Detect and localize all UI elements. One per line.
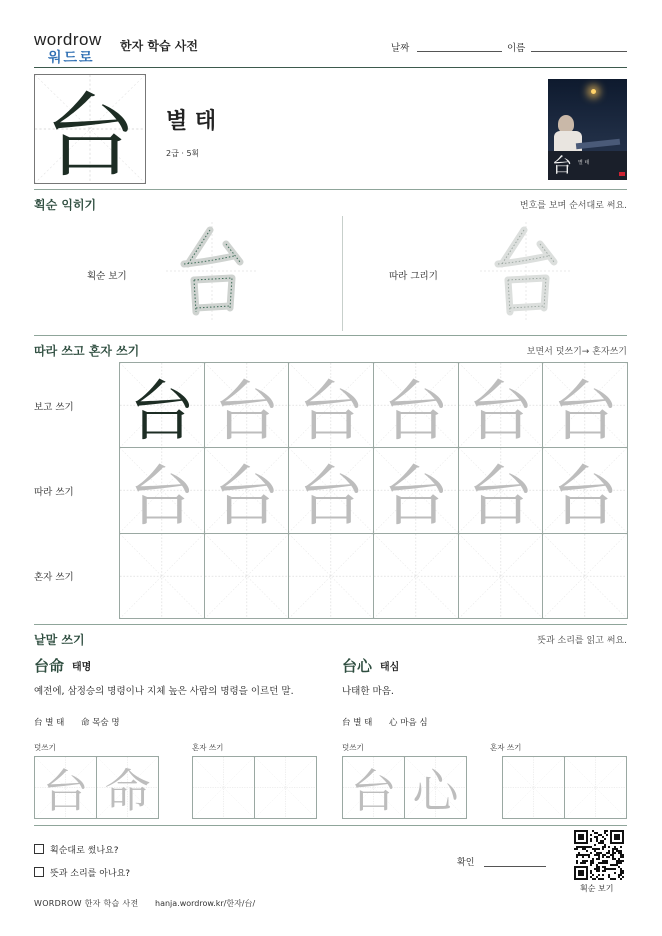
trace-character-cell[interactable] xyxy=(288,447,374,533)
name-field[interactable] xyxy=(531,51,627,52)
guide-lines xyxy=(503,757,564,818)
guide-lines xyxy=(565,757,626,818)
blank-writing-cell[interactable] xyxy=(119,533,205,619)
practice-section-note: 보면서 덧쓰기→ 혼자쓰기 xyxy=(526,347,627,357)
row-label-view: 보고 쓰기 xyxy=(34,402,74,413)
word-reading: 태명 xyxy=(72,662,92,673)
section-divider-1 xyxy=(34,189,627,190)
practice-grid xyxy=(119,362,627,618)
words-section-title: 낱말 쓰기 xyxy=(34,633,85,647)
footer-brand: WORDROW 한자 학습 사전 xyxy=(34,899,139,908)
illustration-caption: 별 태 xyxy=(578,160,590,166)
checklist-item-1[interactable]: 획순대로 썼나요? xyxy=(34,843,119,856)
guide-lines xyxy=(255,757,316,818)
guide-lines xyxy=(543,534,627,618)
confirm-label: 확인 xyxy=(457,858,475,868)
practice-glyph: 台 xyxy=(128,372,195,449)
practice-glyph: 台 xyxy=(552,372,619,449)
logo xyxy=(34,30,114,66)
star-icon xyxy=(591,89,596,94)
practice-glyph: 台 xyxy=(552,458,619,534)
practice-glyph: 台 xyxy=(298,372,365,449)
word-trace-glyph: 命 xyxy=(104,763,151,818)
name-label: 이름 xyxy=(507,43,526,54)
word-blank-cell[interactable] xyxy=(192,756,255,819)
blank-writing-cell[interactable] xyxy=(288,533,374,619)
practice-glyph: 台 xyxy=(213,458,280,534)
row-label-trace: 따라 쓰기 xyxy=(34,487,74,498)
guide-lines xyxy=(120,534,204,618)
trace-character-cell[interactable] xyxy=(204,362,290,448)
character-meta: 2급 · 5획 xyxy=(166,149,200,158)
illustration-card xyxy=(548,79,627,180)
word-trace-glyph: 心 xyxy=(412,763,459,818)
model-character-cell xyxy=(119,362,205,448)
practice-glyph: 台 xyxy=(467,372,534,449)
main-character: 台 xyxy=(43,83,136,184)
main-character-box xyxy=(34,74,146,184)
date-label: 날짜 xyxy=(391,43,410,54)
word-trace-label: 덧쓰기 xyxy=(34,743,56,752)
word-solo-label: 혼자 쓰기 xyxy=(192,743,224,752)
word-char-gloss-2: 命 목숨 명 xyxy=(81,718,120,728)
trace-character-cell[interactable] xyxy=(458,447,544,533)
trace-character-cell[interactable] xyxy=(542,362,628,448)
blank-writing-cell[interactable] xyxy=(204,533,290,619)
word-trace-cell[interactable] xyxy=(34,756,97,819)
checkbox-icon[interactable] xyxy=(34,867,44,877)
qr-code-icon[interactable] xyxy=(574,830,624,880)
trace-character-cell[interactable] xyxy=(458,362,544,448)
word-char-gloss-1: 台 별 태 xyxy=(34,718,65,728)
trace-character-cell[interactable] xyxy=(373,362,459,448)
guide-lines xyxy=(374,534,458,618)
word-definition: 나태한 마음. xyxy=(342,686,394,697)
word-trace-cell[interactable] xyxy=(96,756,159,819)
word-char-gloss-2: 心 마음 심 xyxy=(389,718,428,728)
qr-caption: 획순 보기 xyxy=(580,884,614,893)
row-label-solo: 혼자 쓰기 xyxy=(34,572,74,583)
practice-glyph: 台 xyxy=(213,372,280,449)
guide-lines xyxy=(289,534,373,618)
trace-character-cell[interactable] xyxy=(204,447,290,533)
word-blank-cell[interactable] xyxy=(564,756,627,819)
practice-glyph: 台 xyxy=(298,458,365,534)
trace-character-cell[interactable] xyxy=(288,362,374,448)
stroke-trace-diagram[interactable] xyxy=(480,222,572,320)
stroke-view-label: 획순 보기 xyxy=(87,271,127,282)
word-solo-label: 혼자 쓰기 xyxy=(490,743,522,752)
section-divider-4 xyxy=(34,825,627,826)
guide-lines xyxy=(459,534,543,618)
footer-url[interactable]: hanja.wordrow.kr/한자/台/ xyxy=(155,899,256,908)
practice-glyph: 台 xyxy=(382,372,449,449)
blank-writing-cell[interactable] xyxy=(542,533,628,619)
word-trace-label: 덧쓰기 xyxy=(342,743,364,752)
illustration-badge xyxy=(619,172,625,176)
word-hanja: 台心 xyxy=(342,657,373,675)
blank-writing-cell[interactable] xyxy=(373,533,459,619)
practice-glyph: 台 xyxy=(467,458,534,534)
word-trace-glyph: 台 xyxy=(42,763,89,818)
header-title: 한자 학습 사전 xyxy=(120,39,198,53)
logo-wordmark: wordrow xyxy=(34,30,102,49)
confirm-field[interactable] xyxy=(484,866,546,867)
trace-character-cell[interactable] xyxy=(542,447,628,533)
header-divider xyxy=(34,67,627,68)
word-blank-cell[interactable] xyxy=(502,756,565,819)
guide-lines xyxy=(205,534,289,618)
word-reading: 태심 xyxy=(380,662,400,673)
character-reading: 별 태 xyxy=(166,109,217,134)
illustration-glyph: 台 xyxy=(552,153,572,177)
stroke-divider xyxy=(342,216,343,331)
checklist-item-2[interactable]: 뜻과 소리를 아나요? xyxy=(34,866,130,879)
practice-glyph: 台 xyxy=(128,458,195,534)
word-definition: 예전에, 삼정승의 명령이나 지체 높은 사람의 명령을 이르던 말. xyxy=(34,686,294,697)
stroke-trace-label: 따라 그리기 xyxy=(389,271,438,282)
trace-character-cell[interactable] xyxy=(119,447,205,533)
guide-lines xyxy=(193,757,254,818)
stroke-section-title: 획순 익히기 xyxy=(34,198,97,212)
logo-korean: 워드로 xyxy=(48,50,95,66)
stroke-section-note: 번호를 보며 순서대로 써요. xyxy=(519,201,627,211)
section-divider-3 xyxy=(34,624,627,625)
date-field[interactable] xyxy=(417,51,502,52)
words-section-note: 뜻과 소리를 읽고 써요. xyxy=(537,636,627,646)
blank-writing-cell[interactable] xyxy=(458,533,544,619)
trace-character-cell[interactable] xyxy=(373,447,459,533)
word-trace-cell[interactable] xyxy=(404,756,467,819)
stroke-order-diagram xyxy=(166,222,258,320)
checkbox-icon[interactable] xyxy=(34,844,44,854)
section-divider-2 xyxy=(34,335,627,336)
word-blank-cell[interactable] xyxy=(254,756,317,819)
word-trace-glyph: 台 xyxy=(350,763,397,818)
word-hanja: 台命 xyxy=(34,657,65,675)
practice-section-title: 따라 쓰고 혼자 쓰기 xyxy=(34,344,140,358)
word-trace-cell[interactable] xyxy=(342,756,405,819)
word-char-gloss-1: 台 별 태 xyxy=(342,718,373,728)
practice-glyph: 台 xyxy=(382,458,449,534)
